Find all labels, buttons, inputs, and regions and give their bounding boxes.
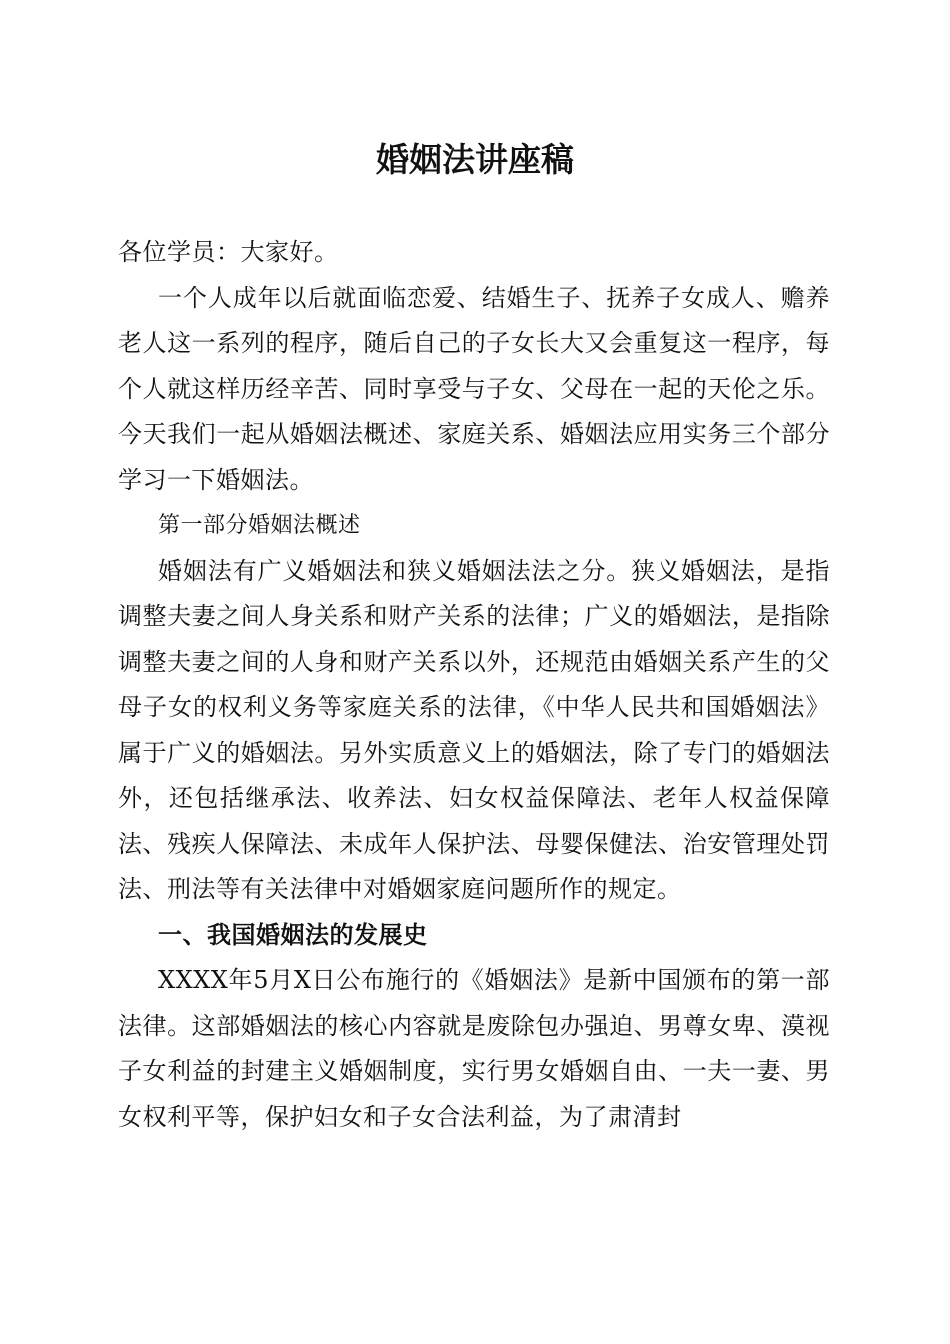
document-body bbox=[118, 230, 830, 1140]
document-title: 婚姻法讲座稿 bbox=[376, 140, 574, 179]
section-one-heading: 一、我国婚姻法的发展史 bbox=[158, 920, 428, 949]
section-one-paragraph: XXXX年5月X日公布施行的《婚姻法》是新中国颁布的第一部法律。这部婚姻法的核心内容就是废除包办强迫、男尊女卑、漠视子女利益的封建主义婚姻制度，实行男女婚姻自由、一夫一妻、男女权利平等，保护妇女和子女合法利益，为了肃清封 bbox=[118, 966, 830, 1131]
part-one-paragraph: 婚姻法有广义婚姻法和狭义婚姻法法之分。狭义婚姻法，是指调整夫妻之间人身关系和财产关系的法律；广义的婚姻法，是指除调整夫妻之间的人身和财产关系以外，还规范由婚姻关系产生的父母子女的权利义务等家庭关系的法律，《中华人民共和国婚姻法》属于广义的婚姻法。另外实质意义上的婚姻法，除了专门的婚姻法外，还包括继承法、收养法、妇女权益保障法、老年人权益保障法、残疾人保障法、未成年人保护法、母婴保健法、治安管理处罚法、刑法等有关法律中对婚姻家庭问题所作的规定。 bbox=[118, 556, 830, 903]
part-one-heading: 第一部分婚姻法概述 bbox=[158, 513, 361, 538]
intro-paragraph: 一个人成年以后就面临恋爱、结婚生子、抚养子女成人、赡养老人这一系列的程序，随后自己的子女长大又会重复这一程序，每个人就这样历经辛苦、同时享受与子女、父母在一起的天伦之乐。今天我们一起从婚姻法概述、家庭关系、婚姻法应用实务三个部分学习一下婚姻法。 bbox=[118, 283, 830, 494]
greeting-line: 各位学员：大家好。 bbox=[118, 238, 339, 266]
